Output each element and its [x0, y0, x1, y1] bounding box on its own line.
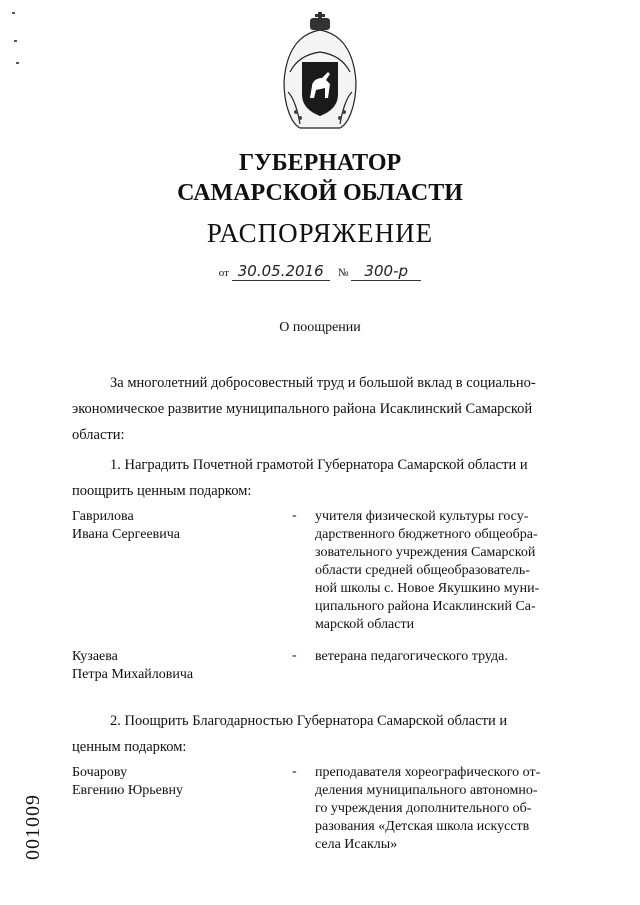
item-1-line-1: 1. Наградить Почетной грамотой Губернатора Самарской области и [110, 457, 528, 473]
awardee-given-names: Петра Михайловича [72, 667, 194, 682]
desc-line: ной школы с. Новое Якушкино муни- [315, 581, 540, 596]
desc-line: го учреждения дополнительного об- [315, 801, 532, 816]
desc-line: деления муниципального автономно- [315, 783, 538, 798]
desc-line: ветерана педагогического труда. [315, 649, 508, 664]
item-1-line-2: поощрить ценным подарком: [72, 483, 252, 499]
coat-of-arms-emblem [278, 12, 362, 132]
intro-line-2: экономическое развитие муниципального района Исаклинский Самарской [72, 401, 533, 417]
margin-mark [16, 62, 19, 64]
margin-mark [14, 40, 17, 42]
desc-line: села Исаклы» [315, 837, 398, 852]
serial-number: 001009 [22, 794, 44, 860]
date-number-line [0, 262, 640, 281]
awardee-name [72, 764, 183, 800]
subject-line: О поощрении [279, 320, 361, 335]
awardee-surname: Кузаева [72, 649, 118, 664]
date-prefix: от [218, 267, 229, 279]
dash: - [292, 508, 297, 523]
dash: - [292, 648, 297, 663]
number-value: 300-р [351, 262, 421, 281]
document-type: РАСПОРЯЖЕНИЕ [206, 218, 434, 248]
awardee-description [315, 764, 560, 854]
desc-line: зовательного учреждения Самарской [315, 545, 536, 560]
desc-line: ципального района Исаклинский Са- [315, 599, 536, 614]
awardee-given-names: Евгению Юрьевну [72, 783, 183, 798]
title-line-1: ГУБЕРНАТОР [238, 150, 402, 176]
date-value: 30.05.2016 [232, 262, 330, 281]
awardee-description [315, 508, 560, 634]
intro-line-1: За многолетний добросовестный труд и большой вклад в социально- [110, 375, 536, 391]
awardee-name [72, 648, 193, 684]
intro-line-3: области: [72, 427, 125, 443]
desc-line: учителя физической культуры госу- [315, 509, 529, 524]
awardee-name [72, 508, 180, 544]
serial-number-stamp [18, 780, 48, 860]
dash: - [292, 764, 297, 779]
item-2-line-2: ценным подарком: [72, 739, 187, 755]
title-line-2: САМАРСКОЙ ОБЛАСТИ [177, 180, 463, 206]
desc-line: области средней общеобразователь- [315, 563, 530, 578]
awardee-given-names: Ивана Сергеевича [72, 527, 181, 542]
desc-line: марской области [315, 617, 415, 632]
awardee-surname: Гаврилова [72, 509, 134, 524]
desc-line: дарственного бюджетного общеобра- [315, 527, 538, 542]
awardee-surname: Бочарову [72, 765, 128, 780]
desc-line: разования «Детская школа искусств [315, 819, 530, 834]
desc-line: преподавателя хореографического от- [315, 765, 541, 780]
number-prefix: № [337, 267, 349, 279]
awardee-description [315, 648, 560, 666]
margin-mark [12, 12, 15, 14]
item-2-line-1: 2. Поощрить Благодарностью Губернатора Самарской области и [110, 713, 508, 729]
